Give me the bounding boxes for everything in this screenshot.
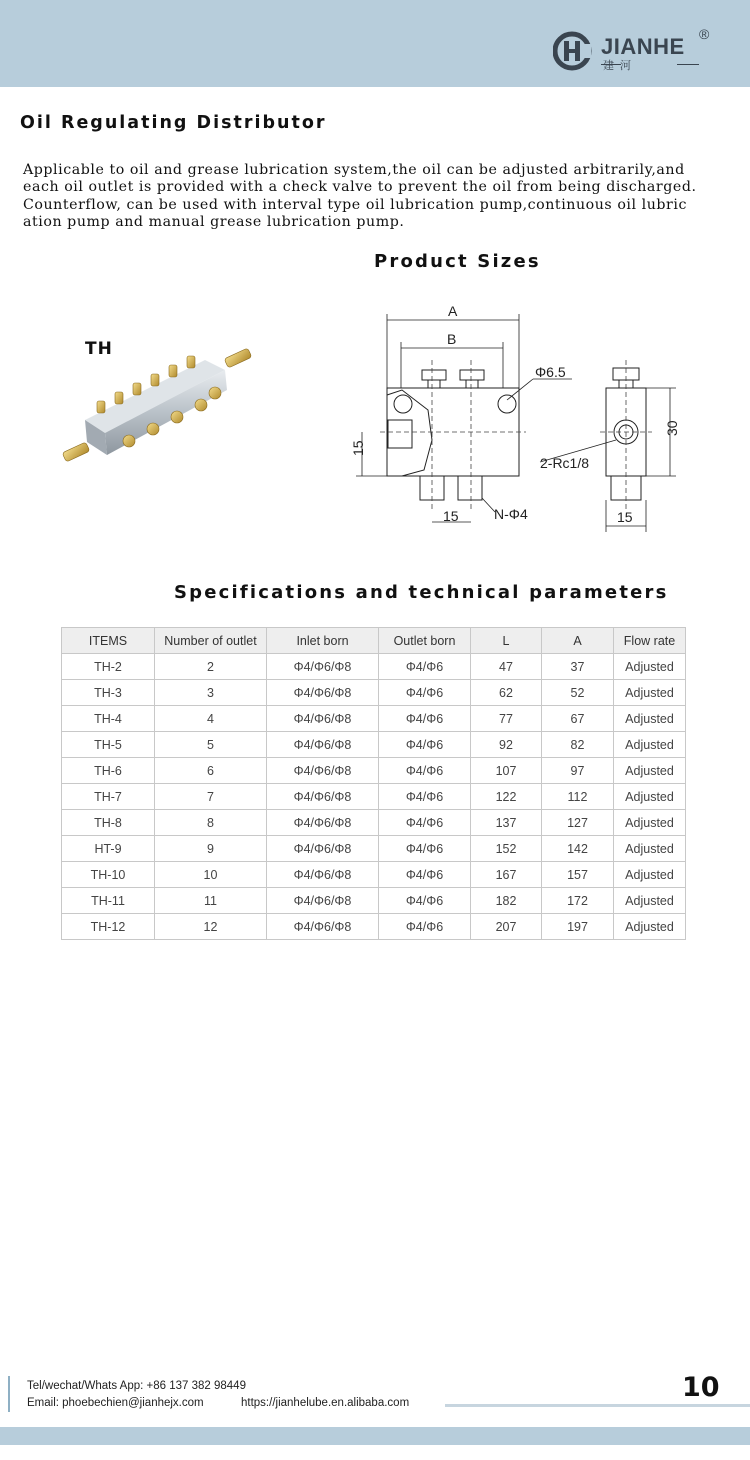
- table-cell: Adjusted: [614, 836, 686, 862]
- col-header: Inlet born: [267, 628, 379, 654]
- table-row: [62, 758, 686, 784]
- table-cell: Φ4/Φ6/Φ8: [267, 732, 379, 758]
- dim-label-rc18: 2-Rc1/8: [540, 455, 590, 471]
- description-line: Applicable to oil and grease lubrication system,the oil can be adjusted arbitrarily,and: [23, 162, 685, 178]
- table-cell: 52: [542, 680, 614, 706]
- description-line: each oil outlet is provided with a check valve to prevent the oil from being discharged.: [23, 179, 697, 196]
- model-label: TH: [85, 339, 113, 359]
- dim-label-a: A: [448, 303, 458, 319]
- table-row: [62, 680, 686, 706]
- table-cell: 182: [471, 888, 542, 914]
- table-cell: Φ4/Φ6/Φ8: [267, 862, 379, 888]
- table-cell: 2: [155, 654, 267, 680]
- table-cell: Φ4/Φ6: [379, 888, 471, 914]
- page-number: 10: [682, 1372, 720, 1403]
- table-header-row: [62, 628, 686, 654]
- table-cell: Adjusted: [614, 810, 686, 836]
- table-cell: Φ4/Φ6/Φ8: [267, 654, 379, 680]
- logo-rule-right: [677, 64, 699, 65]
- contact-email[interactable]: Email: phoebechien@jianhejx.com: [27, 1397, 204, 1409]
- table-cell: 97: [542, 758, 614, 784]
- table-cell: 172: [542, 888, 614, 914]
- table-cell: Adjusted: [614, 784, 686, 810]
- table-cell: Adjusted: [614, 706, 686, 732]
- table-body: [62, 654, 686, 940]
- table-cell: 7: [155, 784, 267, 810]
- table-cell: Φ4/Φ6/Φ8: [267, 680, 379, 706]
- table-cell: TH-12: [62, 914, 155, 940]
- table-cell: 77: [471, 706, 542, 732]
- table-row: [62, 784, 686, 810]
- table-cell: Φ4/Φ6/Φ8: [267, 784, 379, 810]
- footer-accent-bar: [8, 1376, 10, 1412]
- table-cell: 82: [542, 732, 614, 758]
- table-cell: 8: [155, 810, 267, 836]
- table-cell: Adjusted: [614, 914, 686, 940]
- table-cell: 5: [155, 732, 267, 758]
- table-cell: 67: [542, 706, 614, 732]
- table-row: [62, 810, 686, 836]
- table-cell: Φ4/Φ6/Φ8: [267, 810, 379, 836]
- table-cell: Φ4/Φ6: [379, 654, 471, 680]
- table-cell: Φ4/Φ6/Φ8: [267, 888, 379, 914]
- table-row: [62, 706, 686, 732]
- table-cell: TH-5: [62, 732, 155, 758]
- table-cell: 107: [471, 758, 542, 784]
- table-cell: Φ4/Φ6: [379, 810, 471, 836]
- footer-rule: [445, 1404, 750, 1407]
- dim-label-b: B: [447, 331, 457, 347]
- logo-mark-icon: [553, 28, 593, 74]
- table-cell: 47: [471, 654, 542, 680]
- table-cell: 6: [155, 758, 267, 784]
- distributor-product-image: [55, 345, 255, 470]
- brand-logo[interactable]: [553, 26, 723, 74]
- table-row: [62, 836, 686, 862]
- table-cell: 207: [471, 914, 542, 940]
- dim-label-30: 30: [664, 420, 680, 436]
- table-cell: TH-8: [62, 810, 155, 836]
- table-cell: 122: [471, 784, 542, 810]
- registered-mark: ®: [699, 26, 710, 42]
- table-cell: Φ4/Φ6: [379, 732, 471, 758]
- table-cell: 157: [542, 862, 614, 888]
- col-header: Outlet born: [379, 628, 471, 654]
- table-cell: 112: [542, 784, 614, 810]
- table-cell: Φ4/Φ6/Φ8: [267, 706, 379, 732]
- table-cell: 167: [471, 862, 542, 888]
- table-cell: Φ4/Φ6/Φ8: [267, 914, 379, 940]
- table-cell: HT-9: [62, 836, 155, 862]
- table-cell: Φ4/Φ6: [379, 758, 471, 784]
- table-row: [62, 862, 686, 888]
- dim-label-15-left: 15: [350, 440, 366, 456]
- table-row: [62, 732, 686, 758]
- contact-url[interactable]: https://jianhelube.en.alibaba.com: [241, 1397, 410, 1409]
- table-cell: Adjusted: [614, 862, 686, 888]
- table-cell: 137: [471, 810, 542, 836]
- product-sizes-title: Product Sizes: [374, 251, 541, 272]
- table-cell: TH-2: [62, 654, 155, 680]
- table-cell: TH-4: [62, 706, 155, 732]
- table-row: [62, 914, 686, 940]
- table-cell: 10: [155, 862, 267, 888]
- col-header: Number of outlet: [155, 628, 267, 654]
- col-header: ITEMS: [62, 628, 155, 654]
- table-cell: Φ4/Φ6: [379, 914, 471, 940]
- table-cell: Φ4/Φ6: [379, 784, 471, 810]
- table-cell: Adjusted: [614, 680, 686, 706]
- table-cell: Φ4/Φ6: [379, 862, 471, 888]
- table-cell: 142: [542, 836, 614, 862]
- table-cell: Adjusted: [614, 758, 686, 784]
- table-cell: Adjusted: [614, 654, 686, 680]
- table-cell: 11: [155, 888, 267, 914]
- table-cell: 3: [155, 680, 267, 706]
- specs-title: Specifications and technical parameters: [174, 582, 669, 603]
- table-cell: Φ4/Φ6: [379, 680, 471, 706]
- table-cell: TH-3: [62, 680, 155, 706]
- footer-band: [0, 1427, 750, 1445]
- brand-name: JIANHE: [601, 34, 685, 59]
- dim-label-n-phi4: N-Φ4: [494, 506, 528, 522]
- table-cell: TH-7: [62, 784, 155, 810]
- dim-label-phi65: Φ6.5: [535, 364, 566, 380]
- col-header: A: [542, 628, 614, 654]
- table-cell: Φ4/Φ6: [379, 706, 471, 732]
- description-line: Counterflow, can be used with interval type oil lubrication pump,continuous oil lubric: [23, 196, 687, 213]
- col-header: Flow rate: [614, 628, 686, 654]
- col-header: L: [471, 628, 542, 654]
- table-cell: Adjusted: [614, 732, 686, 758]
- brand-chinese: 建河: [603, 59, 637, 72]
- dim-label-15-side: 15: [617, 509, 633, 525]
- table-cell: TH-6: [62, 758, 155, 784]
- table-cell: TH-10: [62, 862, 155, 888]
- table-cell: Φ4/Φ6/Φ8: [267, 836, 379, 862]
- table-cell: 4: [155, 706, 267, 732]
- table-cell: 152: [471, 836, 542, 862]
- table-cell: Φ4/Φ6/Φ8: [267, 758, 379, 784]
- product-description: [23, 162, 723, 231]
- page-title: Oil Regulating Distributor: [20, 113, 327, 133]
- table-row: [62, 654, 686, 680]
- table-cell: TH-11: [62, 888, 155, 914]
- specs-table: [61, 627, 686, 940]
- table-cell: 37: [542, 654, 614, 680]
- table-cell: 12: [155, 914, 267, 940]
- table-cell: Adjusted: [614, 888, 686, 914]
- table-cell: 127: [542, 810, 614, 836]
- table-cell: 197: [542, 914, 614, 940]
- contact-phone[interactable]: Tel/wechat/Whats App: +86 137 382 98449: [27, 1380, 246, 1392]
- table-cell: 9: [155, 836, 267, 862]
- description-line: ation pump and manual grease lubrication pump.: [23, 213, 405, 230]
- table-row: [62, 888, 686, 914]
- dim-label-15-bottom: 15: [443, 508, 459, 524]
- dimension-drawing: [340, 300, 700, 540]
- table-cell: Φ4/Φ6: [379, 836, 471, 862]
- table-cell: 62: [471, 680, 542, 706]
- table-cell: 92: [471, 732, 542, 758]
